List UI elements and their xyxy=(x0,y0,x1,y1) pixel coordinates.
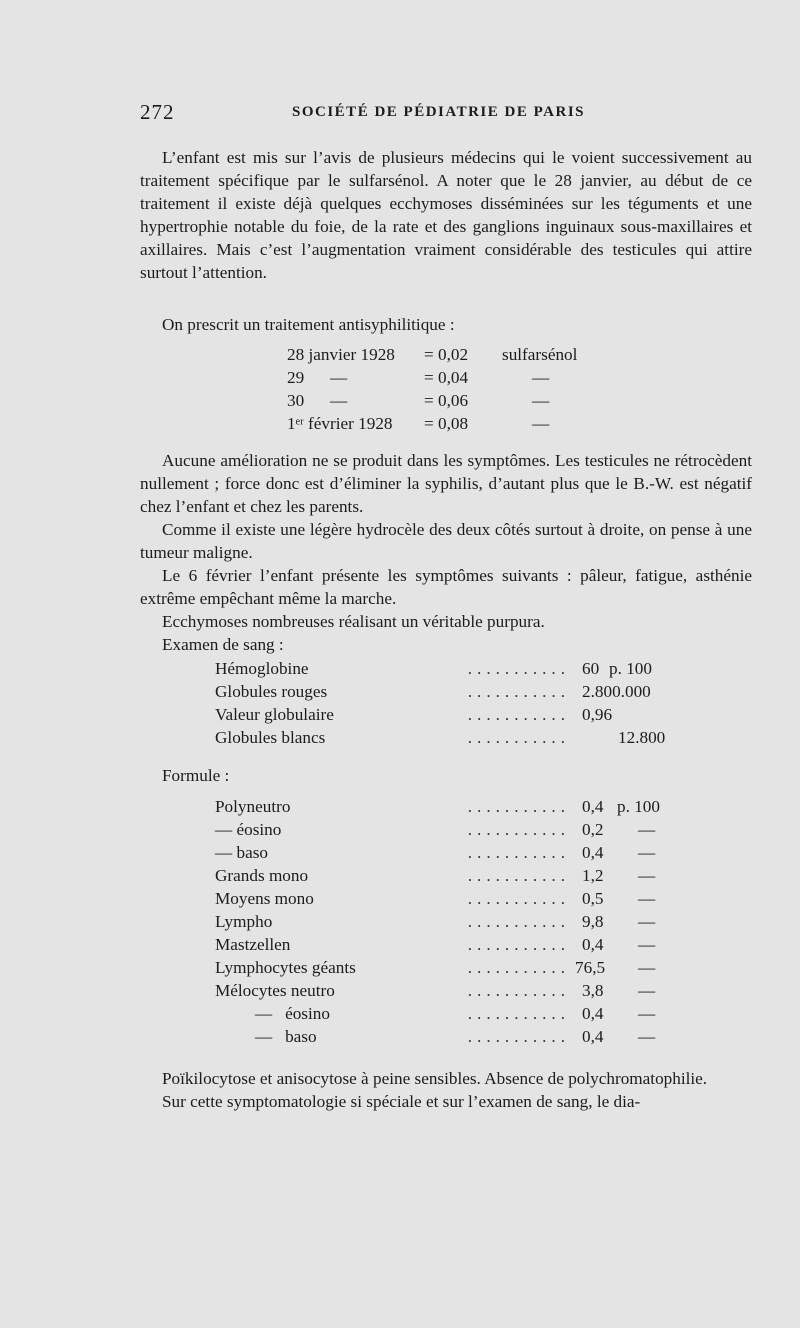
blood-row xyxy=(215,703,685,726)
formula-unit: — xyxy=(638,912,656,931)
formula-row xyxy=(215,910,685,933)
formula-row xyxy=(215,979,685,1002)
treatment-row xyxy=(287,343,607,366)
dot-leader: ........... xyxy=(467,866,570,885)
treatment-date: 1ᵉʳ février 1928 xyxy=(287,414,393,433)
treatment-drug: — xyxy=(532,414,550,433)
dot-leader: ........... xyxy=(467,705,570,724)
formula-unit: — xyxy=(638,958,656,977)
dot-leader: ........... xyxy=(467,981,570,1000)
formula-label: Formule : xyxy=(162,766,230,785)
running-title: SOCIÉTÉ DE PÉDIATRIE DE PARIS xyxy=(292,104,585,120)
formula-value: 0,4 xyxy=(582,1004,604,1023)
conclusion-text xyxy=(140,1067,752,1113)
treatment-row xyxy=(287,389,607,412)
formula-row xyxy=(215,841,685,864)
paragraph-9: Sur cette symptomatologie si spéciale et sur l’examen de sang, le dia- xyxy=(162,1092,641,1111)
formula-row xyxy=(215,795,685,818)
blood-label: Hémoglobine xyxy=(215,657,313,680)
dot-leader: ........... xyxy=(467,820,570,839)
formula-row xyxy=(215,1025,685,1048)
formula-row xyxy=(215,1002,685,1025)
formula-value: 0,5 xyxy=(582,889,604,908)
formula-unit: — xyxy=(638,981,656,1000)
dot-leader: ........... xyxy=(467,659,570,678)
paragraph-2: On prescrit un traitement antisyphilitique : xyxy=(162,315,455,334)
treatment-date: 28 janvier 1928 xyxy=(287,345,395,364)
intro-text xyxy=(140,146,752,284)
formula-row xyxy=(215,818,685,841)
formula-value: 9,8 xyxy=(582,912,604,931)
formula-row xyxy=(215,933,685,956)
treatment-dose: = 0,06 xyxy=(424,391,469,410)
blood-value: 2.800.000 xyxy=(582,682,651,701)
formula-unit: p. 100 xyxy=(617,797,660,816)
prescription-text xyxy=(140,313,752,336)
blood-unit: p. 100 xyxy=(609,659,652,678)
formula-unit: — xyxy=(638,1027,656,1046)
dot-leader: ........... xyxy=(467,1027,570,1046)
dot-leader: ........... xyxy=(467,1004,570,1023)
blood-row xyxy=(215,657,685,680)
blood-label: Globules blancs xyxy=(215,726,329,749)
dot-leader: ........... xyxy=(467,935,570,954)
formula-value: 0,4 xyxy=(582,843,604,862)
blood-value: 60 xyxy=(582,659,600,678)
dot-leader: ........... xyxy=(467,843,570,862)
blood-label: Valeur globulaire xyxy=(215,703,338,726)
formula-table xyxy=(215,795,685,1048)
paragraph-3: Aucune amélioration ne se produit dans les symptômes. Les testicules ne rétrocèdent nullement ; force donc est d’éliminer la syphilis, d’autant plus que le B.-W. est négatif chez l’enfant et chez les parents. xyxy=(140,451,752,516)
treatment-row xyxy=(287,366,607,389)
formula-unit: — xyxy=(638,889,656,908)
formula-unit: — xyxy=(638,1004,656,1023)
formula-value: 3,8 xyxy=(582,981,604,1000)
treatment-dose: = 0,04 xyxy=(424,368,469,387)
paragraph-7: Examen de sang : xyxy=(162,635,284,654)
page-header xyxy=(140,100,750,132)
treatment-drug: sulfarsénol xyxy=(502,345,578,364)
formula-value: 1,2 xyxy=(582,866,604,885)
treatment-date: 29 — xyxy=(287,368,348,387)
formula-label-cell: Grands mono xyxy=(215,864,312,887)
formula-value: 0,4 xyxy=(582,935,604,954)
formula-label-cell: Polyneutro xyxy=(215,795,294,818)
formula-unit: — xyxy=(638,820,656,839)
dot-leader: ........... xyxy=(467,682,570,701)
blood-label: Globules rouges xyxy=(215,680,331,703)
treatment-dose: = 0,08 xyxy=(424,414,469,433)
formula-label-cell: — éosino xyxy=(215,818,285,841)
paragraph-8: Poïkilocytose et anisocytose à peine sensibles. Absence de polychromatophilie. xyxy=(162,1069,708,1088)
formula-row xyxy=(215,887,685,910)
dot-leader: ........... xyxy=(467,912,570,931)
dot-leader: ........... xyxy=(467,889,570,908)
blood-value: 12.800 xyxy=(618,728,666,747)
formula-value: 76,5 xyxy=(575,958,606,977)
formula-label-cell: Lympho xyxy=(215,910,276,933)
blood-row xyxy=(215,680,685,703)
formula-unit: — xyxy=(638,866,656,885)
treatment-dose: = 0,02 xyxy=(424,345,469,364)
dot-leader: ........... xyxy=(467,958,570,977)
formula-label-cell: Mélocytes neutro xyxy=(215,979,339,1002)
paragraph-1: L’enfant est mis sur l’avis de plusieurs médecins qui le voient successivement au traitement spécifique par le sulfarsénol. A noter que le 28 janvier, au début de ce traitement il existe déjà quelques ecchymoses disséminées sur les téguments et une hypertrophie notable du foie, de la rate et des ganglions inguinaux sous-maxillaires et axillaires. Mais c’est l’augmentation vraiment considérable des testicules qui attire surtout l’attention. xyxy=(140,148,752,282)
treatment-drug: — xyxy=(532,391,550,410)
blood-value: 0,96 xyxy=(582,705,613,724)
observation-text xyxy=(140,449,752,656)
formula-unit: — xyxy=(638,843,656,862)
formula-label-cell: Moyens mono xyxy=(215,887,318,910)
treatment-date: 30 — xyxy=(287,391,348,410)
formula-label-cell: Mastzellen xyxy=(215,933,294,956)
dot-leader: ........... xyxy=(467,728,570,747)
blood-row xyxy=(215,726,685,749)
treatment-row xyxy=(287,412,607,435)
formula-label-cell: Lymphocytes géants xyxy=(215,956,360,979)
formula-row xyxy=(215,956,685,979)
dot-leader: ........... xyxy=(467,797,570,816)
paragraph-5: Le 6 février l’enfant présente les symptômes suivants : pâleur, fatigue, asthénie extrême empêchant même la marche. xyxy=(140,566,752,608)
paragraph-6: Ecchymoses nombreuses réalisant un véritable purpura. xyxy=(162,612,545,631)
formula-row xyxy=(215,864,685,887)
formula-value: 0,4 xyxy=(582,797,604,816)
treatment-schedule xyxy=(287,343,607,435)
treatment-drug: — xyxy=(532,368,550,387)
formula-unit: — xyxy=(638,935,656,954)
formula-label-cell: — éosino xyxy=(215,1002,334,1025)
formula-value: 0,2 xyxy=(582,820,604,839)
paragraph-4: Comme il existe une légère hydrocèle des deux côtés surtout à droite, on pense à une tumeur maligne. xyxy=(140,520,752,562)
blood-exam-table xyxy=(215,657,685,749)
formula-label-cell: — baso xyxy=(215,1025,321,1048)
formula-label-cell: — baso xyxy=(215,841,272,864)
formula-value: 0,4 xyxy=(582,1027,604,1046)
page-number: 272 xyxy=(140,100,175,124)
